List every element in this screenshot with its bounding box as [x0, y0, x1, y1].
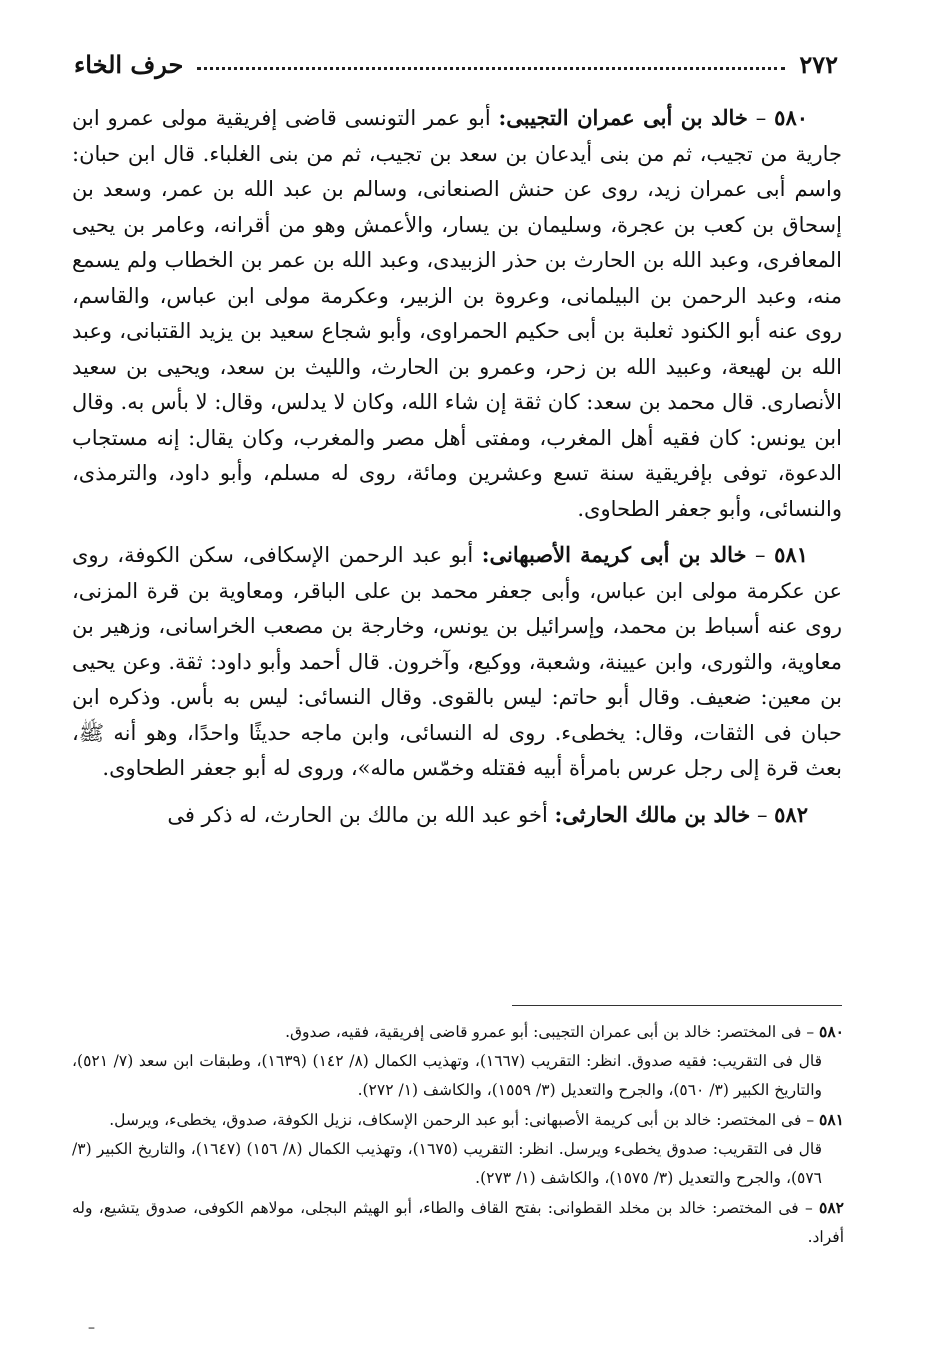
entry-dash: – [746, 543, 766, 567]
footnote-number: ٥٨١ [819, 1110, 844, 1129]
entry-name: خالد بن مالك الحارثى: [554, 801, 751, 827]
footnote-text: فى المختصر: خالد بن مخلد القطوانى: بفتح القاف والطاء، أبو الهيثم البجلى، مولاهم الكوفى، صدوق يتشيع، وله أفراد. [72, 1199, 844, 1246]
entry-name: خالد بن أبى عمران التجيبى: [498, 105, 748, 130]
footnotes [72, 1017, 844, 1252]
running-title: حرف الخاء [74, 49, 184, 79]
main-text [72, 100, 842, 843]
footnote-dash: – [801, 1023, 815, 1041]
footnote-580 [72, 1017, 844, 1047]
footnote-581 [72, 1105, 844, 1135]
footnote-582 [72, 1193, 844, 1252]
entry-dash: – [747, 106, 767, 130]
header-dotted-leader [197, 67, 785, 70]
page-number: ٢٧٢ [799, 49, 838, 79]
footnote-separator [512, 1005, 842, 1006]
entry-581 [72, 537, 842, 787]
entry-number: ٥٨١ [774, 542, 808, 567]
footnote-number: ٥٨٠ [819, 1022, 844, 1041]
corner-mark: – [88, 1320, 95, 1336]
entry-dash: – [750, 802, 768, 827]
entry-582 [72, 797, 842, 834]
entry-text: أبو عبد الرحمن الإسكافى، سكن الكوفة، روى عن عكرمة مولى ابن عباس، وأبى جعفر محمد بن على الباقر، ومعاوية بن قرة المزنى، روى عنه أسباط بن محمد، وإسرائيل بن يونس، وخارجة بن مصعب الخراسانى، وزهير بن معاوية، والثورى، وابن عيينة، وشعبة، ووكيع، وآخرون. قال أحمد وأبو داود: ثقة. وعن يحيى بن معين: ضعيف. وقال أبو حاتم: ليس بالقوى. وقال النسائى: ليس به بأس. وذكره ابن حبان فى الثقات، وقال: يخطىء. روى له النسائى، وابن ماجه حديثًا واحدًا، وهو أنه ﷺ، بعث قرة إلى رجل عرس بامرأة أبيه فقتله وخمّس ماله»، وروى له أبو جعفر الطحاوى. [72, 543, 842, 780]
footnote-dash: – [798, 1199, 813, 1217]
footnote-581-sources: قال فى التقريب: صدوق يخطىء ويرسل. انظر: التقريب (١٦٧٥)، وتهذيب الكمال (٨/ ١٥٦) (١٦٤٧)، والتاريخ الكبير (٣/ ٥٧٦)، والجرح والتعديل (٣/ ١٥٧٥)، والكاشف (١/ ٢٧٣). [72, 1140, 822, 1187]
entry-580 [72, 100, 842, 527]
entry-number: ٥٨٠ [774, 105, 809, 130]
footnote-580-sources: قال فى التقريب: فقيه صدوق. انظر: التقريب (١٦٦٧)، وتهذيب الكمال (٨/ ١٤٢) (١٦٣٩)، وطبقات ابن سعد (٧/ ٥٢١)، والتاريخ الكبير (٣/ ٥٦٠)، والجرح والتعديل (٣/ ١٥٥٩)، والكاشف (١/ ٢٧٢). [72, 1052, 822, 1099]
entry-text: أبو عمر التونسى قاضى إفريقية مولى عمرو ابن جارية من تجيب، ثم من بنى أيدعان بن سعد بن تجيب، ثم من بنى الغلباء. قال ابن حبان: واسم أبى عمران زيد، روى عن حنش الصنعانى، وسالم بن عبد الله بن عمر، وسعد بن إسحاق بن كعب بن عجرة، وسليمان بن يسار، والأعمش وهو من أقرانه، وعامر بن يحيى المعافرى، وعبد الله بن الحارث بن حذر الزبيدى، وعبد الله بن عمر بن الخطاب ولم يسمع منه، وعبد الرحمن بن البيلمانى، وعروة بن الزبير، وعكرمة مولى ابن عباس، والقاسم، روى عنه أبو الكنود ثعلبة بن أبى حكيم الحمراوى، وأبو شجاع سعيد بن يزيد القتبانى، وعبد الله بن لهيعة، وعبيد الله بن زحر، وعمرو بن الحارث، والليث بن سعد، ويحيى بن سعيد الأنصارى. قال محمد بن سعد: كان ثقة إن شاء الله، وكان لا يدلس، وقال: لا بأس به. وقال ابن يونس: كان فقيه أهل المغرب، ومفتى أهل مصر والمغرب، وكان يقال: إنه مستجاب الدعوة، توفى بإفريقية سنة تسع وعشرين ومائة، روى له مسلم، وأبو داود، والترمذى، والنسائى، وأبو جعفر الطحاوى. [72, 106, 842, 521]
entry-number: ٥٨٢ [774, 801, 808, 827]
footnote-text: فى المختصر: خالد بن أبى كريمة الأصبهانى: أبو عبد الرحمن الإسكاف، نزيل الكوفة، صدوق، يخطىء، ويرسل. [109, 1111, 802, 1129]
footnote-number: ٥٨٢ [819, 1198, 844, 1217]
footnote-text: فى المختصر: خالد بن أبى عمران التجيبى: أبو عمرو قاضى إفريقية، فقيه، صدوق. [285, 1023, 802, 1041]
page-header [74, 44, 838, 84]
footnote-dash: – [801, 1111, 815, 1129]
entry-text: أخو عبد الله بن مالك بن الحارث، له ذكر فى [167, 802, 548, 827]
entry-name: خالد بن أبى كريمة الأصبهانى: [481, 542, 747, 567]
